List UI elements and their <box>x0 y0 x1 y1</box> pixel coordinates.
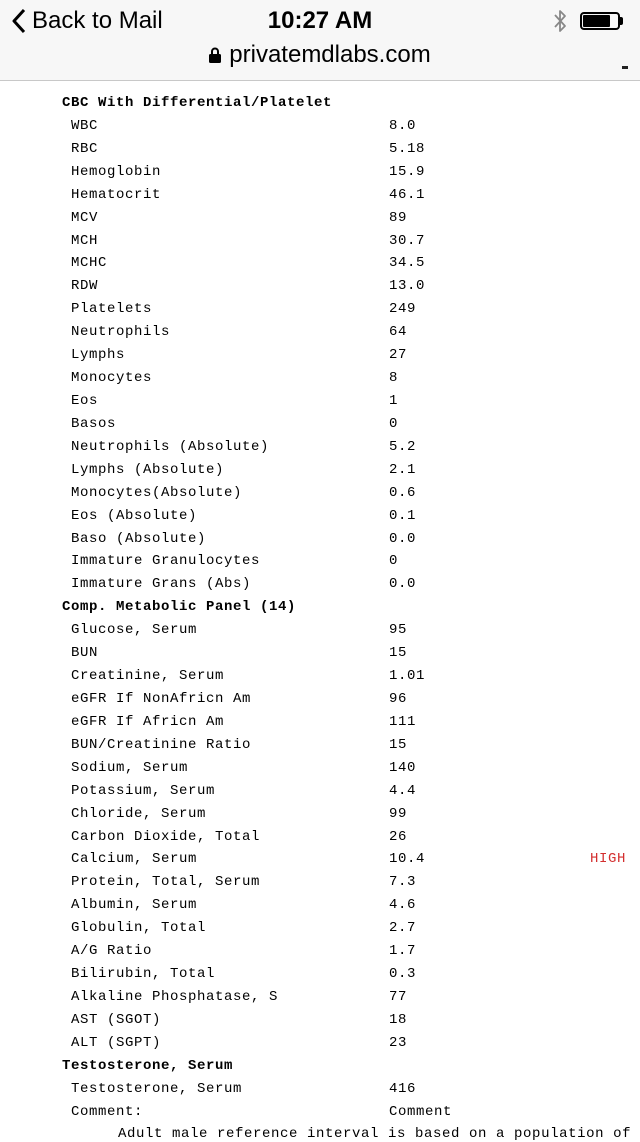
test-value: 0.0 <box>389 576 417 593</box>
result-row <box>0 803 640 826</box>
test-name: RDW <box>71 278 99 295</box>
test-name: MCH <box>71 232 99 249</box>
lock-icon <box>209 47 221 63</box>
result-row <box>0 711 640 734</box>
test-name: Sodium, Serum <box>71 759 189 776</box>
test-name: Globulin, Total <box>71 920 207 937</box>
result-row <box>0 550 640 573</box>
test-value: 0.3 <box>389 966 417 983</box>
result-row <box>0 619 640 642</box>
test-value: 111 <box>389 713 417 730</box>
test-name: Protein, Total, Serum <box>71 874 261 891</box>
test-value: 0.0 <box>389 530 417 547</box>
test-value: 1.01 <box>389 668 426 685</box>
back-label: Back to Mail <box>32 7 163 34</box>
test-name: Neutrophils (Absolute) <box>71 438 270 455</box>
test-value: 99 <box>389 805 408 822</box>
test-name: BUN/Creatinine Ratio <box>71 736 252 753</box>
test-name: Creatinine, Serum <box>71 668 225 685</box>
result-row <box>0 367 640 390</box>
test-name: Comment: <box>71 1103 144 1120</box>
result-row <box>0 963 640 986</box>
battery-icon <box>580 12 624 30</box>
test-name: Lymphs <box>71 347 126 364</box>
result-row <box>0 757 640 780</box>
test-name: ALT (SGPT) <box>71 1034 162 1051</box>
test-value: 10.4 <box>389 851 426 868</box>
result-row <box>0 505 640 528</box>
test-name: Hemoglobin <box>71 163 162 180</box>
test-name: Monocytes <box>71 370 153 387</box>
result-row <box>0 688 640 711</box>
battery-fill <box>583 15 610 27</box>
test-value: 89 <box>389 209 408 226</box>
result-row <box>0 413 640 436</box>
result-row <box>0 1032 640 1055</box>
section-title: Testosterone, Serum <box>62 1057 234 1074</box>
test-value: 4.4 <box>389 782 417 799</box>
test-name: AST (SGOT) <box>71 1011 162 1028</box>
test-name: Calcium, Serum <box>71 851 198 868</box>
test-value: 416 <box>389 1080 417 1097</box>
result-row <box>0 894 640 917</box>
result-row <box>0 482 640 505</box>
section-header <box>0 596 640 619</box>
result-row <box>0 184 640 207</box>
result-row <box>0 1078 640 1101</box>
test-name: Neutrophils <box>71 324 171 341</box>
test-value: 1.7 <box>389 943 417 960</box>
test-value: 64 <box>389 324 408 341</box>
test-value: 2.1 <box>389 461 417 478</box>
result-row <box>0 917 640 940</box>
section-header <box>0 1055 640 1078</box>
result-row <box>0 665 640 688</box>
test-name: Potassium, Serum <box>71 782 216 799</box>
test-value: 23 <box>389 1034 408 1051</box>
result-row <box>0 275 640 298</box>
test-name: Alkaline Phosphatase, S <box>71 988 279 1005</box>
test-value: 0 <box>389 415 399 432</box>
test-name: Carbon Dioxide, Total <box>71 828 261 845</box>
test-name: Eos <box>71 392 99 409</box>
result-row <box>0 252 640 275</box>
test-value: 1 <box>389 392 399 409</box>
test-value: 95 <box>389 622 408 639</box>
section-title: CBC With Differential/Platelet <box>62 95 333 111</box>
test-name: MCV <box>71 209 99 226</box>
test-value: Comment <box>389 1103 453 1120</box>
test-value: 0.6 <box>389 484 417 501</box>
test-name: Lymphs (Absolute) <box>71 461 225 478</box>
lab-report <box>0 92 640 1123</box>
result-row <box>0 138 640 161</box>
test-name: BUN <box>71 645 99 662</box>
test-value: 15.9 <box>389 163 426 180</box>
address-bar[interactable] <box>0 40 640 70</box>
result-row <box>0 940 640 963</box>
result-row <box>0 344 640 367</box>
url-text: privatemdlabs.com <box>229 41 431 68</box>
test-name: Monocytes(Absolute) <box>71 484 243 501</box>
section-title: Comp. Metabolic Panel (14) <box>62 599 297 616</box>
result-row <box>0 230 640 253</box>
result-row <box>0 528 640 551</box>
test-name: Immature Granulocytes <box>71 553 261 570</box>
bluetooth-icon <box>552 8 568 34</box>
test-value: 15 <box>389 645 408 662</box>
test-name: Chloride, Serum <box>71 805 207 822</box>
result-row <box>0 436 640 459</box>
test-value: 5.2 <box>389 438 417 455</box>
test-name: MCHC <box>71 255 108 272</box>
result-row <box>0 1101 640 1124</box>
test-name: Hematocrit <box>71 186 162 203</box>
browser-header <box>0 0 640 81</box>
result-row <box>0 207 640 230</box>
test-value: 249 <box>389 301 417 318</box>
test-name: Immature Grans (Abs) <box>71 576 252 593</box>
result-row <box>0 573 640 596</box>
result-row <box>0 115 640 138</box>
clock: 10:27 AM <box>267 7 373 34</box>
test-value: 96 <box>389 690 408 707</box>
test-name: Basos <box>71 415 117 432</box>
test-value: 140 <box>389 759 417 776</box>
test-name: Eos (Absolute) <box>71 507 198 524</box>
result-row <box>0 642 640 665</box>
test-name: WBC <box>71 117 99 134</box>
result-row <box>0 161 640 184</box>
test-value: 8.0 <box>389 117 417 134</box>
abnormal-flag: HIGH <box>590 851 627 868</box>
reference-footnote: Adult male reference interval is based on a population of <box>118 1126 632 1142</box>
scroll-marker <box>622 66 628 69</box>
test-value: 15 <box>389 736 408 753</box>
result-row <box>0 848 640 871</box>
test-value: 5.18 <box>389 140 426 157</box>
test-value: 30.7 <box>389 232 426 249</box>
test-value: 18 <box>389 1011 408 1028</box>
test-name: RBC <box>71 140 99 157</box>
test-value: 2.7 <box>389 920 417 937</box>
test-name: Platelets <box>71 301 153 318</box>
test-value: 46.1 <box>389 186 426 203</box>
test-name: eGFR If Africn Am <box>71 713 225 730</box>
test-value: 34.5 <box>389 255 426 272</box>
test-value: 4.6 <box>389 897 417 914</box>
result-row <box>0 390 640 413</box>
section-header <box>0 92 640 115</box>
result-row <box>0 1009 640 1032</box>
test-value: 13.0 <box>389 278 426 295</box>
test-name: eGFR If NonAfricn Am <box>71 690 252 707</box>
test-value: 0 <box>389 553 399 570</box>
result-row <box>0 298 640 321</box>
test-value: 27 <box>389 347 408 364</box>
result-row <box>0 826 640 849</box>
test-name: Bilirubin, Total <box>71 966 216 983</box>
test-name: Baso (Absolute) <box>71 530 207 547</box>
result-row <box>0 459 640 482</box>
test-name: A/G Ratio <box>71 943 153 960</box>
test-name: Albumin, Serum <box>71 897 198 914</box>
result-row <box>0 780 640 803</box>
test-name: Testosterone, Serum <box>71 1080 243 1097</box>
test-value: 0.1 <box>389 507 417 524</box>
result-row <box>0 321 640 344</box>
result-row <box>0 734 640 757</box>
result-row <box>0 986 640 1009</box>
result-row <box>0 871 640 894</box>
test-value: 77 <box>389 988 408 1005</box>
test-name: Glucose, Serum <box>71 622 198 639</box>
test-value: 7.3 <box>389 874 417 891</box>
test-value: 8 <box>389 370 399 387</box>
test-value: 26 <box>389 828 408 845</box>
